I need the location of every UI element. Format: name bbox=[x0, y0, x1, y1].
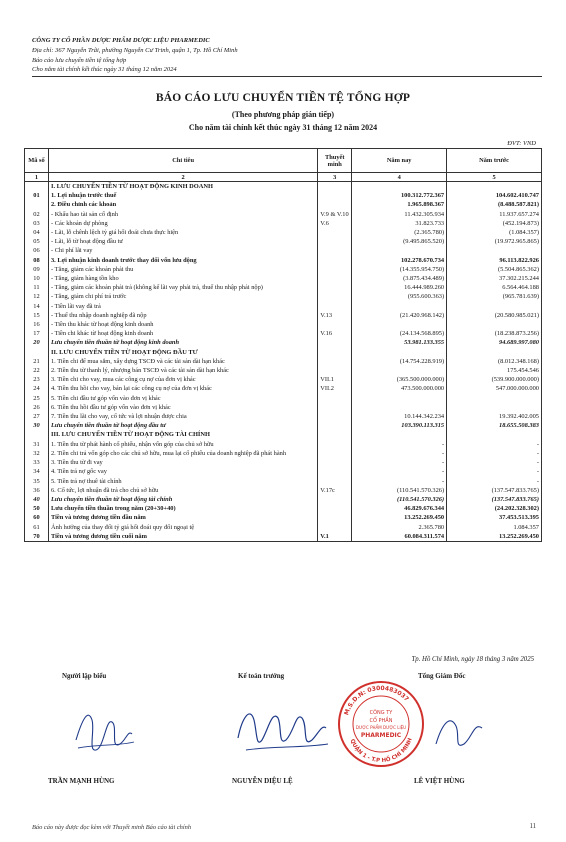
row-note-ref bbox=[318, 246, 352, 255]
row-prior-year-value: - bbox=[447, 477, 542, 486]
row-current-year-value: - bbox=[352, 477, 447, 486]
row-prior-year-value: 19.392.402.005 bbox=[447, 412, 542, 421]
row-prior-year-value bbox=[447, 246, 542, 255]
row-prior-year-value: (5.504.865.362) bbox=[447, 265, 542, 274]
table-row bbox=[25, 348, 542, 357]
row-note-ref bbox=[318, 403, 352, 412]
row-code: 34 bbox=[25, 467, 49, 476]
row-prior-year-value: - bbox=[447, 467, 542, 476]
table-row bbox=[25, 384, 542, 393]
row-note-ref bbox=[318, 228, 352, 237]
row-code: 04 bbox=[25, 228, 49, 237]
row-note-ref: VII.1 bbox=[318, 375, 352, 384]
director-signature bbox=[430, 700, 490, 760]
row-prior-year-value: (24.202.328.302) bbox=[447, 504, 542, 513]
row-code: 10 bbox=[25, 274, 49, 283]
row-prior-year-value: (18.238.873.256) bbox=[447, 329, 542, 338]
row-description: 2. Tiền thu từ thanh lý, nhượng bán TSCĐ và các tài sản dài hạn khác bbox=[48, 366, 317, 375]
row-code: 20 bbox=[25, 338, 49, 347]
row-prior-year-value: 1.084.357 bbox=[447, 523, 542, 532]
row-prior-year-value: 6.564.464.188 bbox=[447, 283, 542, 292]
col-header-desc: Chỉ tiêu bbox=[48, 149, 317, 173]
row-current-year-value: (24.134.568.895) bbox=[352, 329, 447, 338]
row-description: - Tăng, giảm các khoản phải trả (không kể lãi vay phải trả, thuế thu nhập phải nộp) bbox=[48, 283, 317, 292]
report-name-header: Báo cáo lưu chuyển tiền tệ tổng hợp bbox=[32, 56, 127, 64]
row-code: 33 bbox=[25, 458, 49, 467]
table-row bbox=[25, 504, 542, 513]
place-date: Tp. Hồ Chí Minh, ngày 18 tháng 3 năm 2025 bbox=[411, 656, 534, 663]
row-description: - Tiền lãi vay đã trả bbox=[48, 302, 317, 311]
row-note-ref bbox=[318, 430, 352, 439]
svg-text:CỔ PHẦN: CỔ PHẦN bbox=[369, 718, 393, 724]
row-prior-year-value: 94.689.997.080 bbox=[447, 338, 542, 347]
row-current-year-value: 16.444.989.260 bbox=[352, 283, 447, 292]
row-description: III. LƯU CHUYỂN TIỀN TỪ HOẠT ĐỘNG TÀI CHÍNH bbox=[48, 430, 317, 439]
row-note-ref bbox=[318, 302, 352, 311]
preparer-title: Người lập biểu bbox=[62, 672, 107, 680]
row-note-ref bbox=[318, 394, 352, 403]
row-description: 6. Tiền thu hồi đầu tư góp vốn vào đơn vị khác bbox=[48, 403, 317, 412]
row-code: 09 bbox=[25, 265, 49, 274]
row-current-year-value: (110.541.570.326) bbox=[352, 495, 447, 504]
row-current-year-value: 46.829.676.344 bbox=[352, 504, 447, 513]
row-current-year-value: 473.500.000.000 bbox=[352, 384, 447, 393]
row-code: 30 bbox=[25, 421, 49, 430]
row-note-ref bbox=[318, 283, 352, 292]
row-prior-year-value: 37.453.513.395 bbox=[447, 513, 542, 522]
row-code: 70 bbox=[25, 532, 49, 542]
table-row bbox=[25, 403, 542, 412]
row-current-year-value: 60.084.311.574 bbox=[352, 532, 447, 542]
table-row bbox=[25, 191, 542, 200]
table-row bbox=[25, 182, 542, 192]
row-current-year-value: (2.365.780) bbox=[352, 228, 447, 237]
col-header-note: Thuyết minh bbox=[318, 149, 352, 173]
row-note-ref bbox=[318, 292, 352, 301]
row-description: 5. Tiền chi đầu tư góp vốn vào đơn vị khác bbox=[48, 394, 317, 403]
row-current-year-value: (9.495.865.520) bbox=[352, 237, 447, 246]
table-row bbox=[25, 486, 542, 495]
table-row bbox=[25, 430, 542, 439]
row-code: 50 bbox=[25, 504, 49, 513]
row-description: 3. Lợi nhuận kinh doanh trước thay đổi vốn lưu động bbox=[48, 256, 317, 265]
row-note-ref bbox=[318, 477, 352, 486]
row-prior-year-value: 37.302.215.244 bbox=[447, 274, 542, 283]
row-current-year-value: (14.355.954.750) bbox=[352, 265, 447, 274]
row-note-ref: VII.2 bbox=[318, 384, 352, 393]
accountant-title: Kế toán trưởng bbox=[238, 672, 285, 680]
row-prior-year-value bbox=[447, 430, 542, 439]
row-current-year-value: - bbox=[352, 440, 447, 449]
svg-text:DƯỢC PHẨM DƯỢC LIỆU: DƯỢC PHẨM DƯỢC LIỆU bbox=[355, 725, 407, 730]
row-current-year-value: (955.600.363) bbox=[352, 292, 447, 301]
row-note-ref bbox=[318, 274, 352, 283]
row-current-year-value bbox=[352, 430, 447, 439]
row-note-ref bbox=[318, 348, 352, 357]
col-header-current-year: Năm nay bbox=[352, 149, 447, 173]
row-prior-year-value: 11.937.657.274 bbox=[447, 210, 542, 219]
row-prior-year-value: (539.900.000.000) bbox=[447, 375, 542, 384]
row-code: 61 bbox=[25, 523, 49, 532]
table-row bbox=[25, 283, 542, 292]
row-description: II. LƯU CHUYỂN TIỀN TỪ HOẠT ĐỘNG ĐẦU TƯ bbox=[48, 348, 317, 357]
row-note-ref: V.17c bbox=[318, 486, 352, 495]
table-row bbox=[25, 449, 542, 458]
row-current-year-value: (365.500.000.000) bbox=[352, 375, 447, 384]
row-current-year-value: - bbox=[352, 458, 447, 467]
row-current-year-value: - bbox=[352, 467, 447, 476]
row-note-ref bbox=[318, 357, 352, 366]
row-code: 36 bbox=[25, 486, 49, 495]
accountant-name: NGUYỄN DIỆU LỆ bbox=[232, 777, 293, 785]
row-prior-year-value: (19.972.965.865) bbox=[447, 237, 542, 246]
page-number: 11 bbox=[529, 823, 536, 830]
row-current-year-value: 53.981.133.355 bbox=[352, 338, 447, 347]
row-prior-year-value: (8.012.348.168) bbox=[447, 357, 542, 366]
accountant-signature bbox=[232, 688, 332, 768]
row-description: Lưu chuyển tiền thuần trong năm (20+30+40) bbox=[48, 504, 317, 513]
row-prior-year-value: (137.547.833.765) bbox=[447, 495, 542, 504]
table-row bbox=[25, 440, 542, 449]
row-prior-year-value bbox=[447, 348, 542, 357]
row-note-ref bbox=[318, 256, 352, 265]
currency-unit: ĐVT: VND bbox=[507, 140, 536, 147]
row-note-ref bbox=[318, 421, 352, 430]
row-note-ref bbox=[318, 320, 352, 329]
row-description: Ảnh hưởng của thay đổi tỷ giá hối đoái quy đổi ngoại tệ bbox=[48, 523, 317, 532]
table-row bbox=[25, 523, 542, 532]
row-description: 1. Lợi nhuận trước thuế bbox=[48, 191, 317, 200]
row-code: 27 bbox=[25, 412, 49, 421]
row-prior-year-value: (137.547.833.765) bbox=[447, 486, 542, 495]
row-description: Lưu chuyển tiền thuần từ hoạt động tài chính bbox=[48, 495, 317, 504]
row-description: 3. Tiền thu từ đi vay bbox=[48, 458, 317, 467]
table-row bbox=[25, 200, 542, 209]
row-code: 05 bbox=[25, 237, 49, 246]
row-note-ref bbox=[318, 449, 352, 458]
row-description: - Thuế thu nhập doanh nghiệp đã nộp bbox=[48, 311, 317, 320]
row-note-ref bbox=[318, 366, 352, 375]
row-note-ref: V.13 bbox=[318, 311, 352, 320]
row-description: - Lãi, lỗ chênh lệch tỷ giá hối đoái chưa thực hiện bbox=[48, 228, 317, 237]
row-code: 26 bbox=[25, 403, 49, 412]
table-row bbox=[25, 467, 542, 476]
row-code: 02 bbox=[25, 210, 49, 219]
report-subtitle: (Theo phương pháp gián tiếp) bbox=[231, 110, 335, 119]
table-row bbox=[25, 513, 542, 522]
table-row bbox=[25, 302, 542, 311]
table-row bbox=[25, 320, 542, 329]
row-prior-year-value: - bbox=[447, 440, 542, 449]
director-name: LÊ VIỆT HÙNG bbox=[414, 777, 465, 785]
row-prior-year-value bbox=[447, 302, 542, 311]
table-row bbox=[25, 458, 542, 467]
row-current-year-value bbox=[352, 366, 447, 375]
row-note-ref: V.6 bbox=[318, 219, 352, 228]
col-index: 4 bbox=[352, 173, 447, 182]
row-description: 2. Điều chỉnh các khoản bbox=[48, 200, 317, 209]
row-current-year-value: 13.252.269.450 bbox=[352, 513, 447, 522]
row-current-year-value: 100.312.772.367 bbox=[352, 191, 447, 200]
row-code: 21 bbox=[25, 357, 49, 366]
row-description: Lưu chuyển tiền thuần từ hoạt động đầu tư bbox=[48, 421, 317, 430]
row-current-year-value: (14.754.228.919) bbox=[352, 357, 447, 366]
table-row bbox=[25, 237, 542, 246]
row-prior-year-value: - bbox=[447, 458, 542, 467]
col-index: 5 bbox=[447, 173, 542, 182]
row-description: 4. Tiền trả nợ gốc vay bbox=[48, 467, 317, 476]
row-description: - Tiền thu khác từ hoạt động kinh doanh bbox=[48, 320, 317, 329]
cash-flow-table bbox=[24, 148, 542, 542]
company-seal bbox=[335, 678, 427, 770]
row-description: 6. Cổ tức, lợi nhuận đã trả cho chủ sở hữu bbox=[48, 486, 317, 495]
row-code: 32 bbox=[25, 449, 49, 458]
row-description: - Tăng, giảm hàng tồn kho bbox=[48, 274, 317, 283]
row-description: 1. Tiền thu từ phát hành cổ phiếu, nhận vốn góp của chủ sở hữu bbox=[48, 440, 317, 449]
row-note-ref bbox=[318, 467, 352, 476]
table-row bbox=[25, 265, 542, 274]
row-prior-year-value bbox=[447, 182, 542, 192]
row-code bbox=[25, 200, 49, 209]
table-body bbox=[25, 182, 542, 542]
row-prior-year-value: 175.454.546 bbox=[447, 366, 542, 375]
table-row bbox=[25, 311, 542, 320]
company-name: CÔNG TY CỔ PHẦN DƯỢC PHẨM DƯỢC LIỆU PHARMEDIC bbox=[32, 37, 210, 44]
row-description: - Tăng, giảm chi phí trả trước bbox=[48, 292, 317, 301]
row-note-ref: V.16 bbox=[318, 329, 352, 338]
row-description: Lưu chuyển tiền thuần từ hoạt động kinh doanh bbox=[48, 338, 317, 347]
row-current-year-value bbox=[352, 348, 447, 357]
row-note-ref bbox=[318, 182, 352, 192]
row-note-ref bbox=[318, 191, 352, 200]
col-index: 3 bbox=[318, 173, 352, 182]
row-description: Tiền và tương đương tiền cuối năm bbox=[48, 532, 317, 542]
row-code: 14 bbox=[25, 302, 49, 311]
row-current-year-value: 11.432.305.934 bbox=[352, 210, 447, 219]
col-header-code: Mã số bbox=[25, 149, 49, 173]
row-description: - Lãi, lỗ từ hoạt động đầu tư bbox=[48, 237, 317, 246]
svg-text:PHARMEDIC: PHARMEDIC bbox=[360, 732, 402, 739]
row-note-ref bbox=[318, 458, 352, 467]
row-description: - Tiền chi khác từ hoạt động kinh doanh bbox=[48, 329, 317, 338]
table-row bbox=[25, 246, 542, 255]
row-code: 16 bbox=[25, 320, 49, 329]
row-code: 06 bbox=[25, 246, 49, 255]
table-row bbox=[25, 329, 542, 338]
table-row bbox=[25, 338, 542, 347]
row-description: - Chi phí lãi vay bbox=[48, 246, 317, 255]
row-note-ref bbox=[318, 504, 352, 513]
row-current-year-value: 31.823.733 bbox=[352, 219, 447, 228]
row-code bbox=[25, 348, 49, 357]
row-description: 5. Tiền trả nợ thuê tài chính bbox=[48, 477, 317, 486]
table-row bbox=[25, 357, 542, 366]
row-note-ref bbox=[318, 513, 352, 522]
document-header bbox=[32, 36, 542, 77]
row-prior-year-value: (20.580.985.021) bbox=[447, 311, 542, 320]
row-current-year-value bbox=[352, 320, 447, 329]
table-row bbox=[25, 256, 542, 265]
table-row bbox=[25, 274, 542, 283]
row-description: Tiền và tương đương tiền đầu năm bbox=[48, 513, 317, 522]
row-current-year-value bbox=[352, 302, 447, 311]
svg-text:QUẬN 1 - T.P HỒ CHÍ MINH: QUẬN 1 - T.P HỒ CHÍ MINH bbox=[348, 737, 414, 765]
table-row bbox=[25, 219, 542, 228]
row-description: 4. Tiền thu hồi cho vay, bán lại các công cụ nợ của đơn vị khác bbox=[48, 384, 317, 393]
row-note-ref bbox=[318, 523, 352, 532]
row-prior-year-value: (1.084.357) bbox=[447, 228, 542, 237]
svg-text:M.S.D.N: 0300483037: M.S.D.N: 0300483037 bbox=[343, 684, 411, 717]
row-note-ref: V.1 bbox=[318, 532, 352, 542]
row-code: 23 bbox=[25, 375, 49, 384]
col-header-prior-year: Năm trước bbox=[447, 149, 542, 173]
row-code: 17 bbox=[25, 329, 49, 338]
row-note-ref bbox=[318, 237, 352, 246]
row-note-ref bbox=[318, 495, 352, 504]
row-code: 15 bbox=[25, 311, 49, 320]
report-period: Cho năm tài chính kết thúc ngày 31 tháng 12 năm 2024 bbox=[188, 123, 378, 132]
table-row bbox=[25, 495, 542, 504]
row-prior-year-value bbox=[447, 320, 542, 329]
row-note-ref bbox=[318, 412, 352, 421]
row-current-year-value: 102.278.670.734 bbox=[352, 256, 447, 265]
row-current-year-value: 10.144.342.234 bbox=[352, 412, 447, 421]
row-code: 25 bbox=[25, 394, 49, 403]
table-row bbox=[25, 375, 542, 384]
row-description: - Tăng, giảm các khoản phải thu bbox=[48, 265, 317, 274]
row-code: 24 bbox=[25, 384, 49, 393]
row-code: 12 bbox=[25, 292, 49, 301]
row-current-year-value: (110.541.570.326) bbox=[352, 486, 447, 495]
row-prior-year-value: (965.781.639) bbox=[447, 292, 542, 301]
row-description: 2. Tiền chi trả vốn góp cho các chủ sở hữu, mua lại cổ phiếu của doanh nghiệp đã phát hành bbox=[48, 449, 317, 458]
row-current-year-value bbox=[352, 246, 447, 255]
row-description: 1. Tiền chi để mua sắm, xây dựng TSCĐ và các tài sản dài hạn khác bbox=[48, 357, 317, 366]
row-code: 08 bbox=[25, 256, 49, 265]
row-prior-year-value bbox=[447, 394, 542, 403]
row-current-year-value: 2.365.780 bbox=[352, 523, 447, 532]
preparer-name: TRẦN MẠNH HÙNG bbox=[48, 777, 115, 785]
row-current-year-value bbox=[352, 394, 447, 403]
svg-text:CÔNG TY: CÔNG TY bbox=[369, 710, 393, 716]
row-current-year-value: - bbox=[352, 449, 447, 458]
row-description: I. LƯU CHUYỂN TIỀN TỪ HOẠT ĐỘNG KINH DOANH bbox=[48, 182, 317, 192]
row-code bbox=[25, 430, 49, 439]
row-code: 11 bbox=[25, 283, 49, 292]
row-description: - Khấu hao tài sản cố định bbox=[48, 210, 317, 219]
table-row bbox=[25, 228, 542, 237]
row-code bbox=[25, 182, 49, 192]
row-prior-year-value: - bbox=[447, 449, 542, 458]
row-prior-year-value: 13.252.269.450 bbox=[447, 532, 542, 542]
row-current-year-value: 1.965.898.367 bbox=[352, 200, 447, 209]
table-row bbox=[25, 394, 542, 403]
row-current-year-value: 103.390.113.315 bbox=[352, 421, 447, 430]
preparer-signature bbox=[68, 700, 138, 762]
row-note-ref bbox=[318, 338, 352, 347]
row-note-ref bbox=[318, 200, 352, 209]
row-code: 35 bbox=[25, 477, 49, 486]
row-current-year-value bbox=[352, 403, 447, 412]
report-period-header: Cho năm tài chính kết thúc ngày 31 tháng 12 năm 2024 bbox=[32, 65, 542, 77]
director-title: Tổng Giám Đốc bbox=[418, 672, 466, 680]
table-row bbox=[25, 477, 542, 486]
company-address: Địa chỉ: 367 Nguyễn Trãi, phường Nguyễn Cư Trinh, quận 1, Tp. Hồ Chí Minh bbox=[32, 46, 238, 54]
row-prior-year-value: (452.194.873) bbox=[447, 219, 542, 228]
row-current-year-value bbox=[352, 182, 447, 192]
row-code: 03 bbox=[25, 219, 49, 228]
table-row bbox=[25, 421, 542, 430]
table-row bbox=[25, 532, 542, 542]
row-code: 60 bbox=[25, 513, 49, 522]
row-code: 01 bbox=[25, 191, 49, 200]
row-note-ref: V.9 & V.10 bbox=[318, 210, 352, 219]
row-code: 31 bbox=[25, 440, 49, 449]
row-prior-year-value: 547.000.000.000 bbox=[447, 384, 542, 393]
row-note-ref bbox=[318, 265, 352, 274]
row-prior-year-value: (8.488.587.821) bbox=[447, 200, 542, 209]
row-prior-year-value: 18.655.508.383 bbox=[447, 421, 542, 430]
col-index: 2 bbox=[48, 173, 317, 182]
col-index: 1 bbox=[25, 173, 49, 182]
report-title: BÁO CÁO LƯU CHUYỂN TIỀN TỆ TỔNG HỢP bbox=[155, 92, 411, 104]
row-description: - Các khoản dự phòng bbox=[48, 219, 317, 228]
row-current-year-value: (21.420.968.142) bbox=[352, 311, 447, 320]
row-code: 40 bbox=[25, 495, 49, 504]
table-row bbox=[25, 366, 542, 375]
row-prior-year-value bbox=[447, 403, 542, 412]
table-row bbox=[25, 210, 542, 219]
row-note-ref bbox=[318, 440, 352, 449]
row-description: 3. Tiền chi cho vay, mua các công cụ nợ của đơn vị khác bbox=[48, 375, 317, 384]
row-prior-year-value: 96.113.822.926 bbox=[447, 256, 542, 265]
footer-note: Báo cáo này được đọc kèm với Thuyết minh Báo cáo tài chính bbox=[32, 824, 192, 831]
row-code: 22 bbox=[25, 366, 49, 375]
row-description: 7. Tiền thu lãi cho vay, cổ tức và lợi nhuận được chia bbox=[48, 412, 317, 421]
table-row bbox=[25, 412, 542, 421]
table-row bbox=[25, 292, 542, 301]
row-prior-year-value: 104.602.410.747 bbox=[447, 191, 542, 200]
row-current-year-value: (3.875.434.489) bbox=[352, 274, 447, 283]
